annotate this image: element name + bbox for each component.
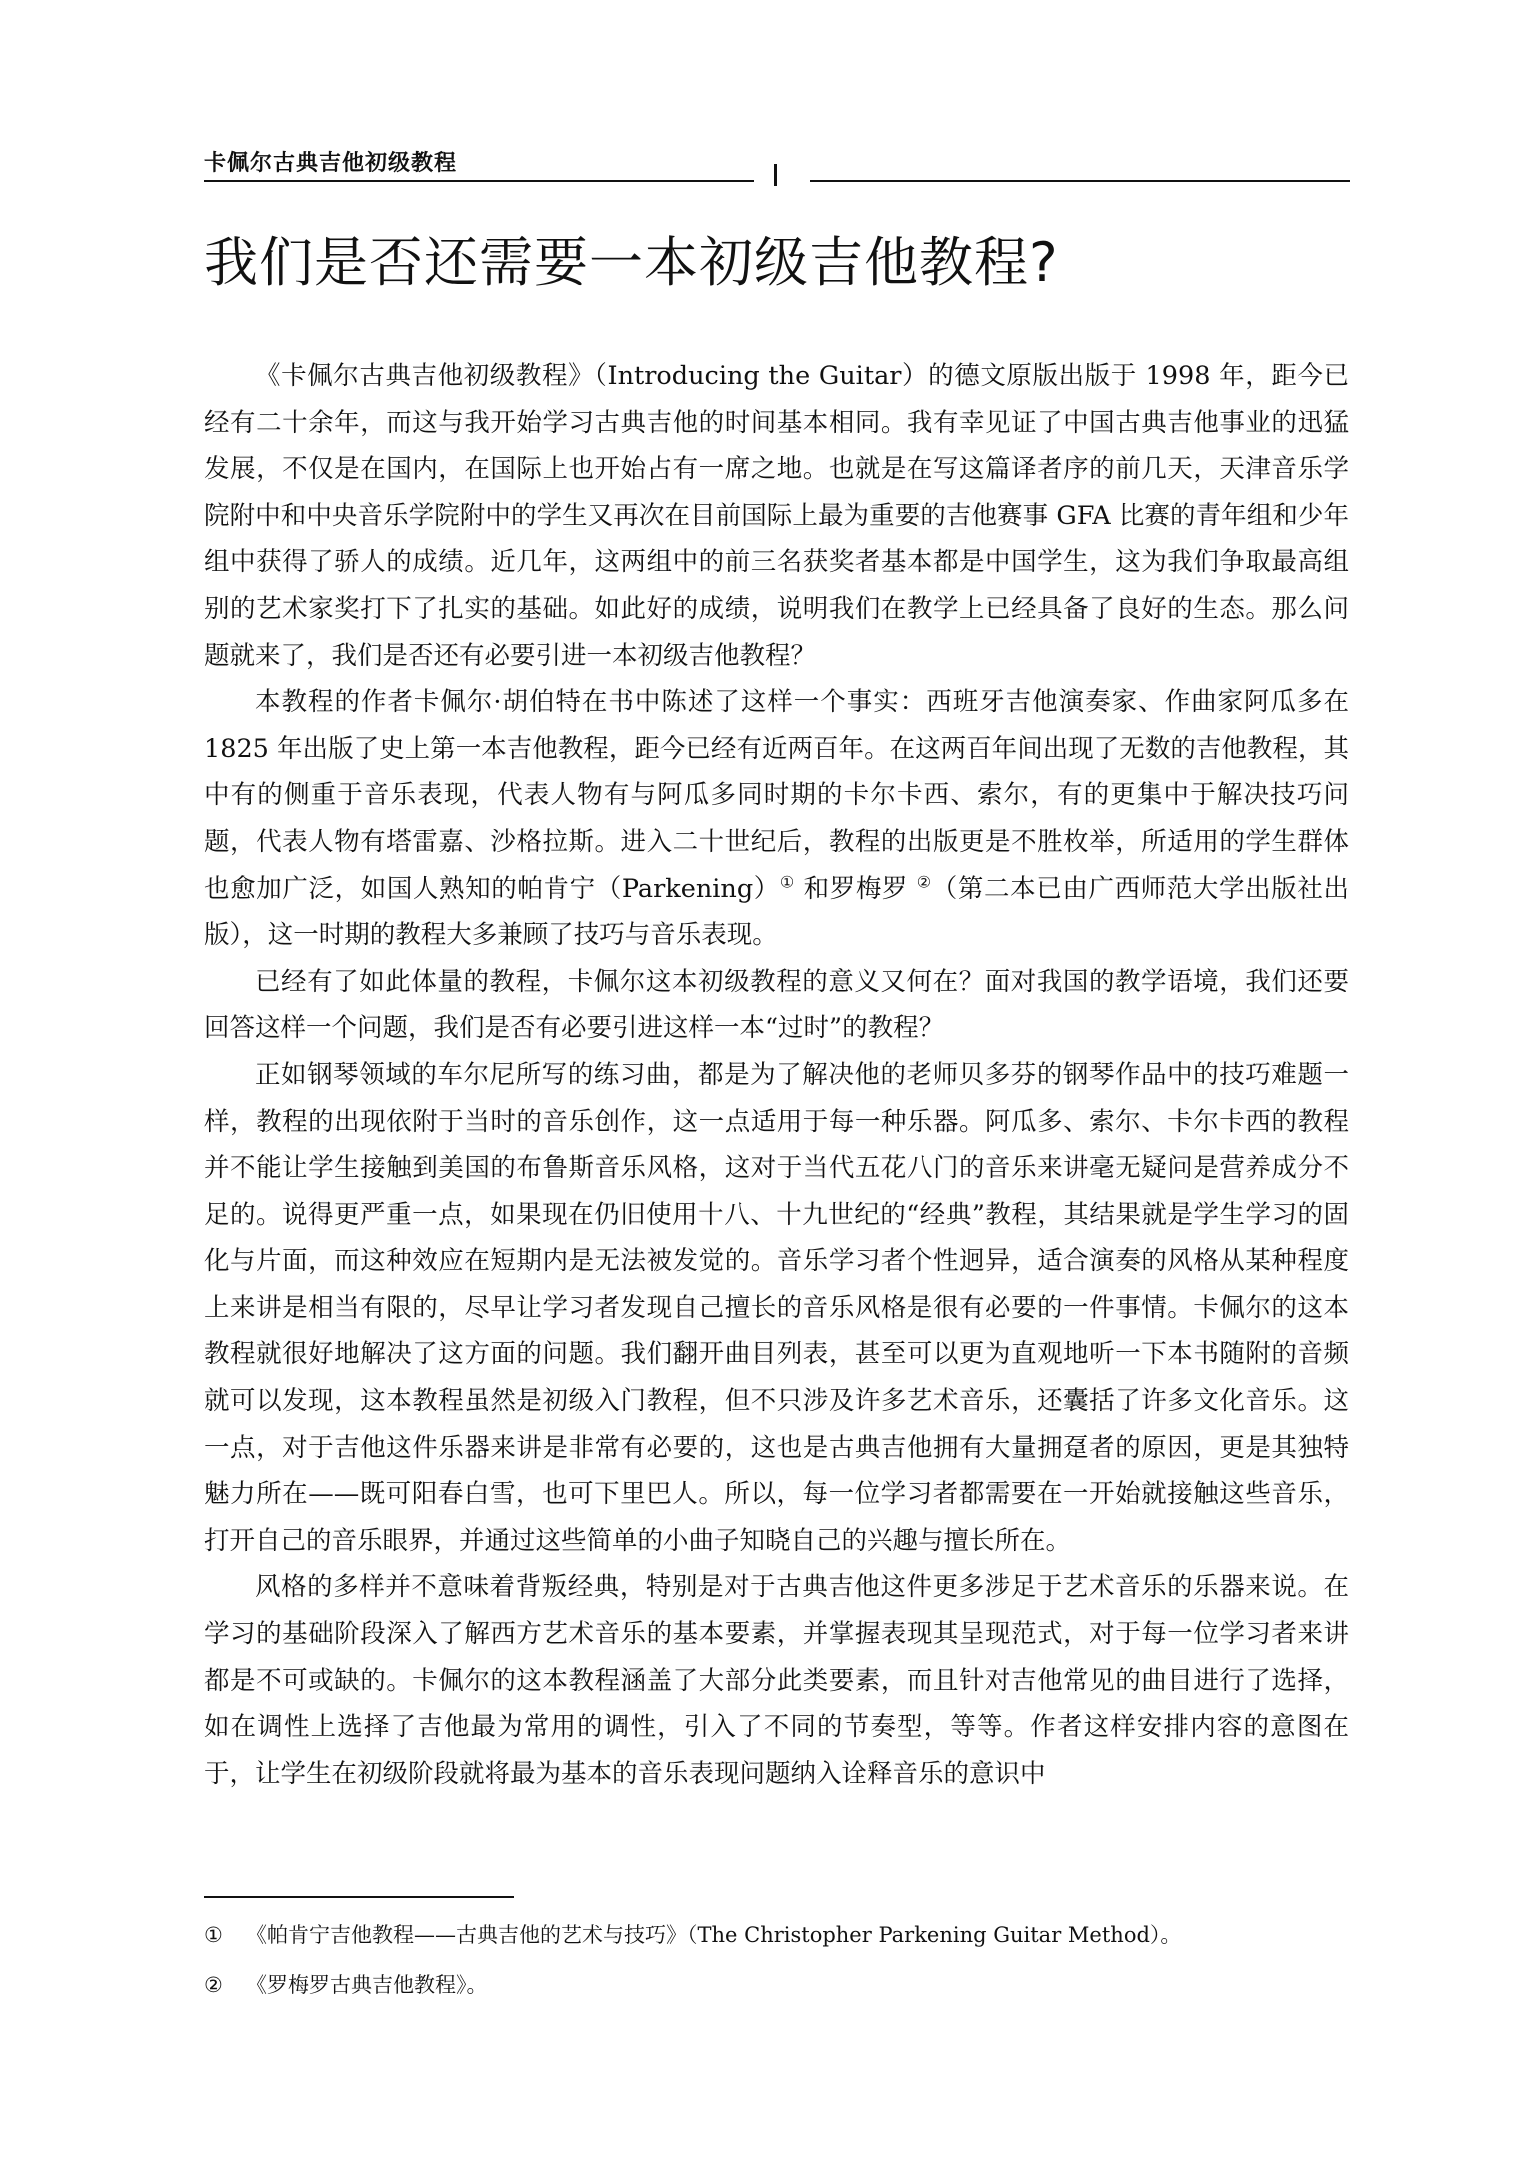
paragraph-2-part-2: 和罗梅罗 bbox=[794, 873, 917, 904]
paragraph-2 bbox=[204, 679, 1349, 959]
page-title: 我们是否还需要一本初级吉他教程? bbox=[204, 231, 1059, 294]
footnote-2 bbox=[204, 1960, 1349, 2010]
footnote-rule bbox=[204, 1896, 514, 1898]
body-text bbox=[204, 353, 1349, 1797]
header-rule-left bbox=[204, 180, 754, 182]
header-rule-mark bbox=[774, 164, 777, 186]
footnotes bbox=[204, 1910, 1349, 2010]
paragraph-2-part-3: （第二本已由广西师范大学出版社出版），这一时期的教程大多兼顾了技巧与音乐表现。 bbox=[204, 873, 1350, 951]
header-rule-right bbox=[810, 180, 1350, 182]
page-header bbox=[200, 146, 1350, 186]
paragraph-2-part-1: 本教程的作者卡佩尔·胡伯特在书中陈述了这样一个事实：西班牙吉他演奏家、作曲家阿瓜多在 1825 年出版了史上第一本吉他教程，距今已经有近两百年。在这两百年间出现了无数的吉他教程，其中有的侧重于音乐表现，代表人物有与阿瓜多同时期的卡尔卡西、索尔，有的更集中于解决技巧问题，代表人物有塔雷嘉、沙格拉斯。进入二十世纪后，教程的出版更是不胜枚举，所适用的学生群体也愈加广泛，如国人熟知的帕肯宁（Parkening） bbox=[204, 687, 1349, 904]
footnote-1 bbox=[204, 1910, 1349, 1960]
footnote-text: 《罗梅罗古典吉他教程》。 bbox=[246, 1973, 488, 1997]
paragraph-5: 风格的多样并不意味着背叛经典，特别是对于古典吉他这件更多涉足于艺术音乐的乐器来说。在学习的基础阶段深入了解西方艺术音乐的基本要素，并掌握表现其呈现范式，对于每一位学习者来讲都是不可或缺的。卡佩尔的这本教程涵盖了大部分此类要素，而且针对吉他常见的曲目进行了选择，如在调性上选择了吉他最为常用的调性，引入了不同的节奏型，等等。作者这样安排内容的意图在于，让学生在初级阶段就将最为基本的音乐表现问题纳入诠释音乐的意识中 bbox=[204, 1572, 1349, 1789]
footnote-ref-2[interactable]: ② bbox=[916, 872, 932, 892]
footnote-text: 《帕肯宁吉他教程——古典吉他的艺术与技巧》（The Christopher Parkening Guitar Method）。 bbox=[246, 1923, 1182, 1947]
footnote-marker: ① bbox=[204, 1923, 223, 1947]
paragraph-3: 已经有了如此体量的教程，卡佩尔这本初级教程的意义又何在？面对我国的教学语境，我们还要回答这样一个问题，我们是否有必要引进这样一本“过时”的教程？ bbox=[204, 966, 1349, 1044]
paragraph-1: 《卡佩尔古典吉他初级教程》（Introducing the Guitar）的德文原版出版于 1998 年，距今已经有二十余年，而这与我开始学习古典吉他的时间基本相同。我有幸见证了中国古典吉他事业的迅猛发展，不仅是在国内，在国际上也开始占有一席之地。也就是在写这篇译者序的前几天，天津音乐学院附中和中央音乐学院附中的学生又再次在目前国际上最为重要的吉他赛事 GFA 比赛的青年组和少年组中获得了骄人的成绩。近几年，这两组中的前三名获奖者基本都是中国学生，这为我们争取最高组别的艺术家奖打下了扎实的基础。如此好的成绩，说明我们在教学上已经具备了良好的生态。那么问题就来了，我们是否还有必要引进一本初级吉他教程？ bbox=[204, 361, 1349, 671]
footnote-ref-1[interactable]: ① bbox=[779, 872, 795, 892]
running-head: 卡佩尔古典吉他初级教程 bbox=[204, 151, 458, 176]
paragraph-4: 正如钢琴领域的车尔尼所写的练习曲，都是为了解决他的老师贝多芬的钢琴作品中的技巧难题一样，教程的出现依附于当时的音乐创作，这一点适用于每一种乐器。阿瓜多、索尔、卡尔卡西的教程并不能让学生接触到美国的布鲁斯音乐风格，这对于当代五花八门的音乐来讲毫无疑问是营养成分不足的。说得更严重一点，如果现在仍旧使用十八、十九世纪的“经典”教程，其结果就是学生学习的固化与片面，而这种效应在短期内是无法被发觉的。音乐学习者个性迥异，适合演奏的风格从某种程度上来讲是相当有限的，尽早让学习者发现自己擅长的音乐风格是很有必要的一件事情。卡佩尔的这本教程就很好地解决了这方面的问题。我们翻开曲目列表，甚至可以更为直观地听一下本书随附的音频就可以发现，这本教程虽然是初级入门教程，但不只涉及许多艺术音乐，还囊括了许多文化音乐。这一点，对于吉他这件乐器来讲是非常有必要的，这也是古典吉他拥有大量拥趸者的原因，更是其独特魅力所在——既可阳春白雪，也可下里巴人。所以，每一位学习者都需要在一开始就接触这些音乐，打开自己的音乐眼界，并通过这些简单的小曲子知晓自己的兴趣与擅长所在。 bbox=[204, 1059, 1349, 1556]
footnote-marker: ② bbox=[204, 1973, 223, 1997]
